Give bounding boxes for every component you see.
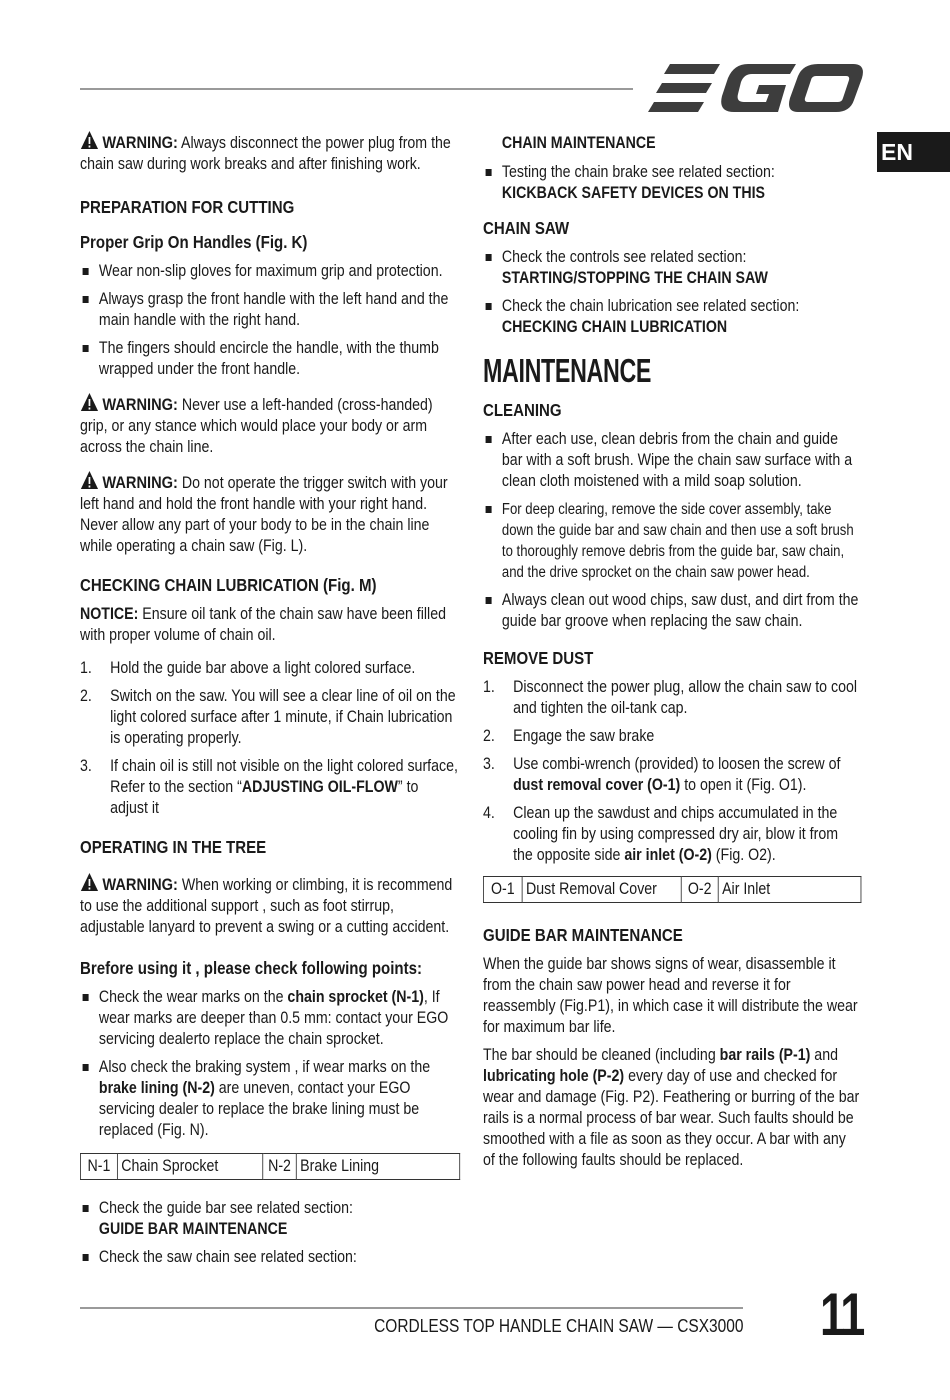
list-item-bold: chain sprocket (N-1) xyxy=(287,988,424,1006)
table-cell: Air Inlet xyxy=(718,877,861,903)
table-cell: N-1 xyxy=(80,1154,117,1180)
warning-label: WARNING: xyxy=(102,133,178,152)
step-item xyxy=(483,726,861,747)
step-number: 3. xyxy=(80,757,92,775)
table-cell: O-1 xyxy=(483,877,522,903)
heading-grip: Proper Grip On Handles (Fig. K) xyxy=(80,232,308,252)
list-item-text: are uneven, contact your EGO servicing dealer to replace the brake lining must be replaced (Fig. N). xyxy=(98,1079,420,1139)
list-item-text: Always clean out wood chips, saw dust, and dirt from the guide bar groove when replacing the saw chain. xyxy=(501,591,859,630)
paragraph-text: and xyxy=(810,1046,838,1064)
list-item-bold: GUIDE BAR MAINTENANCE xyxy=(98,1220,288,1238)
footer-title: CORDLESS TOP HANDLE CHAIN SAW — CSX3000 xyxy=(373,1316,743,1336)
step-number: 3. xyxy=(483,755,495,773)
table-cell: Brake Lining xyxy=(296,1154,459,1180)
warning-text: Do not operate the trigger switch with your left hand and hold the front handle with your right hand. Never allow any part of your body to be in the chain line while operating a chain saw (Fig. L). xyxy=(80,474,448,555)
heading-lubrication: CHECKING CHAIN LUBRICATION (Fig. M) xyxy=(80,575,377,595)
paragraph-bold: lubricating hole (P-2) xyxy=(483,1067,625,1085)
list-item xyxy=(483,296,861,338)
list-item xyxy=(483,499,861,583)
step-item xyxy=(80,756,458,819)
warning-text: When working or climbing, it is recommend to use the additional support , such as foot stirrup, adjustable lanyard to prevent a swing or a cutting accident. xyxy=(80,876,453,936)
list-item-text: Always grasp the front handle with the left hand and the main handle with the right hand. xyxy=(98,290,449,329)
heading-check-points: Brefore using it , please check following points: xyxy=(80,958,423,978)
step-bold: dust removal cover (O-1) xyxy=(513,776,681,794)
step-number: 2. xyxy=(483,727,495,745)
list-item-text: Wear non-slip gloves for maximum grip and protection. xyxy=(98,262,443,280)
table-cell: N-2 xyxy=(263,1154,297,1180)
table-cell: Dust Removal Cover xyxy=(522,877,681,903)
left-column xyxy=(80,130,520,1275)
list-item xyxy=(80,987,458,1050)
warning-tree xyxy=(80,872,458,938)
step-text: Hold the guide bar above a light colored surface. xyxy=(110,659,416,677)
parts-table-n xyxy=(80,1153,460,1180)
table-cell: Chain Sprocket xyxy=(117,1154,262,1180)
list-item xyxy=(80,1198,458,1240)
heading-preparation: PREPARATION FOR CUTTING xyxy=(80,197,295,217)
list-item-text: Check the chain lubrication see related section: xyxy=(501,297,800,315)
header-rule xyxy=(80,88,633,90)
warning-label: WARNING: xyxy=(102,875,178,894)
paragraph-bold: bar rails (P-1) xyxy=(719,1046,811,1064)
step-item xyxy=(483,677,861,719)
section-title-maintenance: MAINTENANCE xyxy=(483,352,652,389)
list-item xyxy=(483,162,861,204)
warning-label: WARNING: xyxy=(102,395,178,414)
warning-trigger xyxy=(80,470,458,557)
step-bold: ADJUSTING OIL-FLOW xyxy=(241,778,398,796)
list-item xyxy=(80,289,458,331)
footer-rule xyxy=(80,1307,743,1309)
heading-guide-bar: GUIDE BAR MAINTENANCE xyxy=(483,925,683,945)
list-item-text: The fingers should encircle the handle, with the thumb wrapped under the front handle. xyxy=(98,339,439,378)
list-item-text: Check the controls see related section: xyxy=(501,248,747,266)
list-item xyxy=(80,1057,458,1141)
step-text: Use combi-wrench (provided) to loosen the screw of xyxy=(513,755,841,773)
list-item xyxy=(80,338,458,380)
notice xyxy=(80,604,458,646)
list-item-text: Check the saw chain see related section: xyxy=(98,1248,357,1266)
step-text: ” to adjust it xyxy=(110,778,419,817)
list-item-text: Check the wear marks on the xyxy=(98,988,288,1006)
list-item xyxy=(483,429,861,492)
step-number: 1. xyxy=(483,678,495,696)
step-item xyxy=(80,686,458,749)
heading-cleaning: CLEANING xyxy=(483,400,562,420)
step-number: 4. xyxy=(483,804,495,822)
step-bold: air inlet (O-2) xyxy=(624,846,712,864)
list-item xyxy=(483,590,861,632)
continued-bold xyxy=(483,133,861,154)
paragraph: When the guide bar shows signs of wear, disassemble it from the chain saw power head and reverse it for reassembly (Fig.P1), in which case it will distribute the wear for maximum bar life. xyxy=(483,955,858,1036)
heading-chain-saw: CHAIN SAW xyxy=(483,218,570,238)
right-column xyxy=(483,133,923,1171)
step-item xyxy=(80,658,458,679)
step-text: (Fig. O2). xyxy=(711,846,776,864)
warning-triangle-icon xyxy=(80,130,99,150)
list-item-bold: STARTING/STOPPING THE CHAIN SAW xyxy=(501,269,768,287)
language-tab: EN xyxy=(877,132,950,172)
warning-triangle-icon xyxy=(80,470,99,490)
step-text: Clean up the sawdust and chips accumulated in the cooling fin by using compressed dry air, blow it from the opposite side xyxy=(513,804,839,864)
step-text: If chain oil is still not visible on the light colored surface, Refer to the section “ xyxy=(110,757,458,796)
warning-grip xyxy=(80,392,458,458)
step-item xyxy=(483,754,861,796)
table-row xyxy=(483,877,861,903)
warning-text: Never use a left-handed (cross-handed) grip, or any stance which would place your body or arm across the chain line. xyxy=(80,396,433,456)
step-number: 2. xyxy=(80,687,92,705)
step-text: Switch on the saw. You will see a clear line of oil on the light colored surface after 1 minute, if Chain lubrication is operating properly. xyxy=(110,687,456,747)
warning-label: WARNING: xyxy=(102,473,178,492)
list-item-text: After each use, clean debris from the chain and guide bar with a soft brush. Wipe the chain saw surface with a clean cloth moistened with a mild soap solution. xyxy=(501,430,853,490)
parts-table-o xyxy=(483,876,861,903)
table-row xyxy=(80,1154,459,1180)
list-item-text: Check the guide bar see related section: xyxy=(98,1199,353,1217)
table-cell: O-2 xyxy=(681,877,718,903)
list-item-text: Testing the chain brake see related section: xyxy=(501,163,775,181)
paragraph xyxy=(483,1045,861,1171)
continued-text: CHAIN MAINTENANCE xyxy=(501,134,656,152)
list-item-text: For deep clearing, remove the side cover assembly, take down the guide bar and saw chain and then use a soft brush to thoroughly remove debris from the guide bar, saw chain, and the drive sprocket on the chain saw power head. xyxy=(501,501,854,581)
list-item-bold: CHECKING CHAIN LUBRICATION xyxy=(501,318,728,336)
ego-logo xyxy=(648,60,863,116)
notice-text: Ensure oil tank of the chain saw have been filled with proper volume of chain oil. xyxy=(80,605,446,644)
paragraph-text: every day of use and checked for wear and damage (Fig. P2). Feathering or burring of the bar rails is a normal process of bar wear. Such faults should be smoothed with a file as soon as they occur. A bar with any of the following faults should be replaced. xyxy=(483,1067,860,1169)
step-text: to open it (Fig. O1). xyxy=(680,776,807,794)
step-item xyxy=(483,803,861,866)
list-item-text: , If wear marks are deeper than 0.5 mm: contact your EGO servicing dealerto replace the chain sprocket. xyxy=(98,988,449,1048)
list-item xyxy=(80,1247,458,1268)
heading-remove-dust: REMOVE DUST xyxy=(483,648,594,668)
warning-triangle-icon xyxy=(80,872,99,892)
heading-tree: OPERATING IN THE TREE xyxy=(80,837,267,857)
list-item xyxy=(483,247,861,289)
step-number: 1. xyxy=(80,659,92,677)
page-number: 11 xyxy=(820,1281,864,1348)
list-item-bold: KICKBACK SAFETY DEVICES ON THIS xyxy=(501,184,765,202)
list-item-bold: brake lining (N-2) xyxy=(98,1079,215,1097)
warning-text: Always disconnect the power plug from the chain saw during work breaks and after finishing work. xyxy=(80,134,451,173)
warning-triangle-icon xyxy=(80,392,99,412)
warning-disconnect xyxy=(80,130,458,175)
list-item-text: Also check the braking system , if wear marks on the xyxy=(98,1058,431,1076)
step-text: Engage the saw brake xyxy=(513,727,655,745)
list-item xyxy=(80,261,458,282)
step-text: Disconnect the power plug, allow the chain saw to cool and tighten the oil-tank cap. xyxy=(513,678,858,717)
notice-label: NOTICE: xyxy=(80,605,139,623)
paragraph-text: The bar should be cleaned (including xyxy=(483,1046,720,1064)
